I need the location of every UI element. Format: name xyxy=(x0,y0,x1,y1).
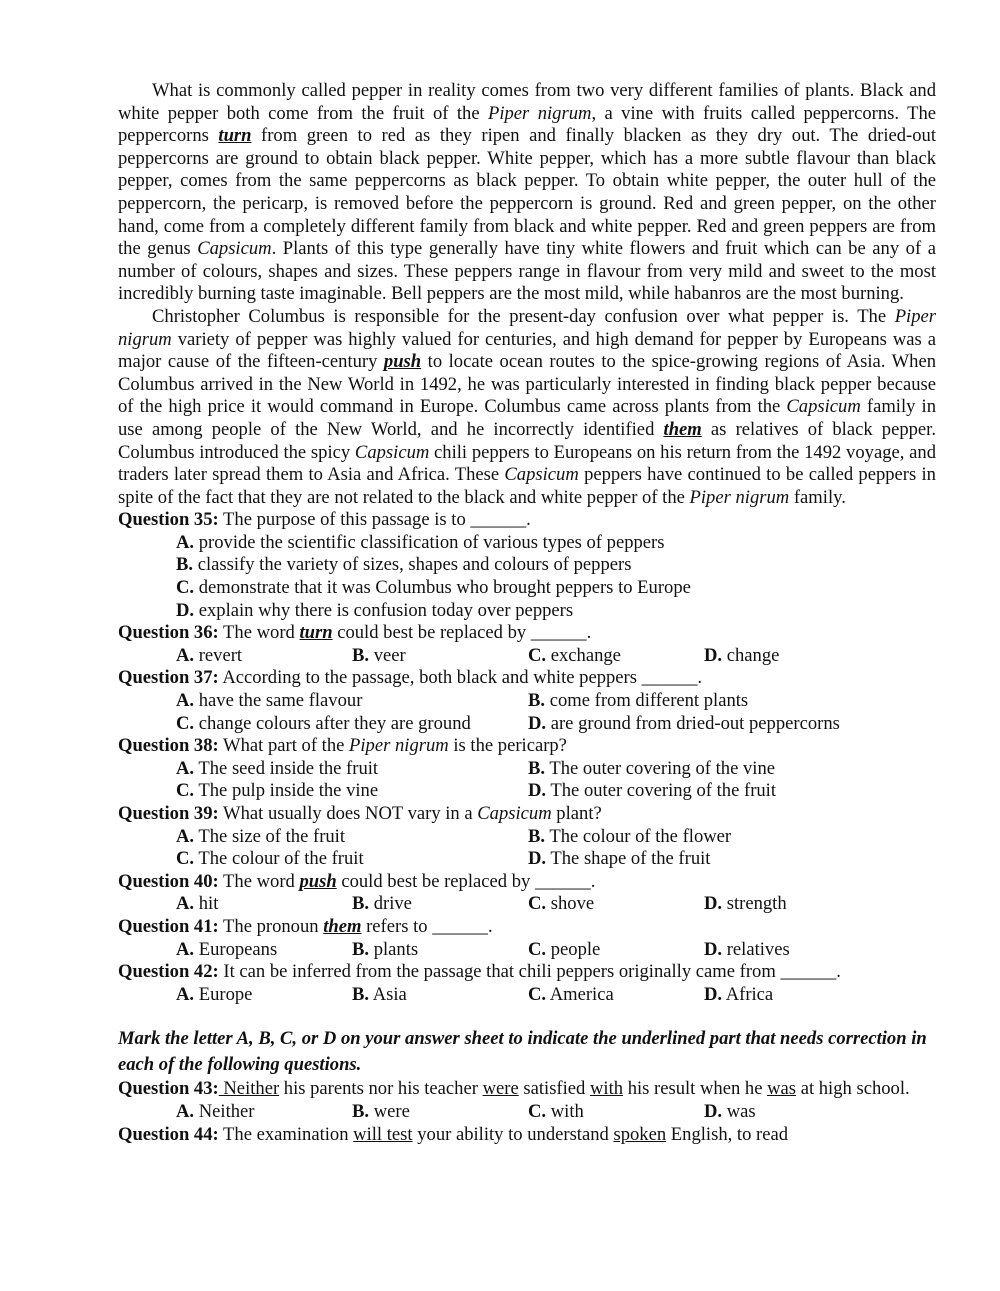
question-label: Question 41: xyxy=(118,915,219,937)
q36-option-a[interactable] xyxy=(176,645,352,668)
option-text: Europe xyxy=(198,983,253,1005)
option-text: Europeans xyxy=(198,938,278,960)
text: to locate ocean routes to the spice-growing regions of Asia. When Columbus arrived in the New World in 1492, he was particularly interested in finding black pepper because of the high price it would command in Europe. Columbus came across plants from the xyxy=(118,351,936,418)
italic-term: Piper nigrum xyxy=(487,102,592,124)
keyword-push: push xyxy=(299,870,337,892)
question-text: The purpose of this passage is to ______. xyxy=(218,509,531,531)
option-text: Neither xyxy=(198,1100,255,1122)
q42-option-d[interactable] xyxy=(704,984,880,1007)
option-text: are ground from dried-out peppercorns xyxy=(550,712,840,734)
q40-option-d[interactable] xyxy=(704,893,880,916)
underlined-part-a: will test xyxy=(353,1123,413,1145)
q40-option-c[interactable] xyxy=(528,893,704,916)
option-text: relatives xyxy=(726,938,790,960)
option-letter: B. xyxy=(352,644,370,666)
option-letter: B. xyxy=(352,983,370,1005)
question-label: Question 43: xyxy=(118,1078,219,1100)
question-35 xyxy=(118,509,936,532)
option-text: Asia xyxy=(372,983,407,1005)
q40-option-b[interactable] xyxy=(352,893,528,916)
italic-term: Capsicum xyxy=(197,238,272,260)
italic-term: Capsicum xyxy=(504,464,579,486)
question-label: Question 35: xyxy=(118,509,219,531)
q42-option-a[interactable] xyxy=(176,984,352,1007)
q41-option-c[interactable] xyxy=(528,939,704,962)
question-43 xyxy=(118,1078,936,1101)
text: Christopher Columbus is responsible for the present-day confusion over what pepper is. The xyxy=(152,305,895,327)
option-text: The pulp inside the vine xyxy=(198,780,379,802)
passage-paragraph-1 xyxy=(118,80,936,306)
underlined-part-d: was xyxy=(767,1078,797,1100)
option-text: was xyxy=(726,1100,756,1122)
question-36 xyxy=(118,622,936,645)
option-letter: D. xyxy=(704,644,723,666)
option-letter: A. xyxy=(176,644,195,666)
option-text: The colour of the flower xyxy=(549,825,732,847)
keyword-turn: turn xyxy=(299,622,333,644)
question-text: The word xyxy=(218,622,300,644)
option-letter: C. xyxy=(176,577,195,599)
italic-term: Capsicum xyxy=(354,441,430,463)
option-letter: A. xyxy=(176,983,195,1005)
q41-option-d[interactable] xyxy=(704,939,880,962)
option-text: strength xyxy=(726,893,787,915)
passage-paragraph-2 xyxy=(118,306,936,509)
italic-term: Piper nigrum xyxy=(118,305,936,350)
question-42 xyxy=(118,961,936,984)
text: from green to red as they ripen and finally blacken as they dry out. The dried-out peppercorns are ground to obtain black pepper. White pepper, which has a more subtle flavour than black pepper, comes from the same peppercorns as black pepper. To obtain white pepper, the outer hull of the peppercorn, the pericarp, is removed before the peppercorn is ground. Red and green pepper, on the other hand, come from a completely different family from black and white pepper. Red and green peppers are from the genus xyxy=(118,125,937,260)
q41-option-a[interactable] xyxy=(176,939,352,962)
option-text: exchange xyxy=(550,644,621,666)
option-text: provide the scientific classification of various types of peppers xyxy=(198,531,665,553)
option-text: come from different plants xyxy=(549,690,749,712)
option-letter: A. xyxy=(176,938,195,960)
question-text: his result when he xyxy=(623,1078,768,1100)
q36-option-c[interactable] xyxy=(528,645,704,668)
question-label: Question 40: xyxy=(118,870,219,892)
option-letter: A. xyxy=(176,690,195,712)
italic-term: Piper nigrum xyxy=(689,486,790,508)
option-letter: A. xyxy=(176,757,195,779)
italic-term: Capsicum xyxy=(786,396,861,418)
option-text: The size of the fruit xyxy=(198,825,346,847)
option-text: demonstrate that it was Columbus who brought peppers to Europe xyxy=(198,577,691,599)
option-letter: D. xyxy=(528,712,547,734)
q39-option-c[interactable] xyxy=(176,848,528,871)
q37-option-c[interactable] xyxy=(176,713,528,736)
q37-option-b[interactable] xyxy=(528,690,880,713)
question-label: Question 38: xyxy=(118,735,219,757)
question-label: Question 37: xyxy=(118,667,219,689)
option-letter: B. xyxy=(352,1100,370,1122)
option-letter: A. xyxy=(176,825,195,847)
option-letter: C. xyxy=(176,712,195,734)
question-label: Question 36: xyxy=(118,622,219,644)
text: chili peppers to Europeans on his return from the 1492 voyage, and traders later spread them to Asia and Africa. These xyxy=(118,441,936,486)
question-text: The pronoun xyxy=(218,915,324,937)
q42-option-b[interactable] xyxy=(352,984,528,1007)
q42-options xyxy=(118,984,936,1007)
underlined-part-c: with xyxy=(589,1078,624,1100)
option-letter: D. xyxy=(528,780,547,802)
question-label: Question 44: xyxy=(118,1123,219,1145)
text: peppers have continued to be called peppers in spite of the fact that they are not related to the black and white pepper of the xyxy=(118,464,936,508)
q42-option-c[interactable] xyxy=(528,984,704,1007)
question-44 xyxy=(118,1124,936,1147)
question-text: What part of the xyxy=(218,735,350,757)
option-letter: B. xyxy=(176,554,194,576)
option-letter: A. xyxy=(176,531,195,553)
option-text: drive xyxy=(373,893,412,915)
option-letter: C. xyxy=(528,644,547,666)
question-39 xyxy=(118,803,936,826)
question-text: plant? xyxy=(551,803,602,824)
question-37 xyxy=(118,667,936,690)
q40-options xyxy=(118,893,936,916)
option-text: change colours after they are ground xyxy=(198,712,471,734)
option-letter: B. xyxy=(352,938,370,960)
question-text: his parents nor his teacher xyxy=(279,1078,483,1100)
question-38 xyxy=(118,735,936,758)
text: What is commonly called pepper in reality comes from two very different families of plants. Black and white pepper both come from the fruit of the xyxy=(118,80,936,124)
option-text: The colour of the fruit xyxy=(198,848,364,870)
q38-option-b[interactable] xyxy=(528,758,880,781)
question-40 xyxy=(118,871,936,894)
q39-options-row-1 xyxy=(118,826,936,849)
keyword-push: push xyxy=(383,351,422,373)
q39-options-row-2 xyxy=(118,848,936,871)
question-text: your ability to understand xyxy=(412,1123,614,1145)
q43-options xyxy=(118,1101,936,1124)
question-label: Question 39: xyxy=(118,803,219,824)
q38-option-d[interactable] xyxy=(528,780,880,803)
option-text: explain why there is confusion today over peppers xyxy=(198,599,574,621)
keyword-them: them xyxy=(663,418,702,440)
text: . Plants of this type generally have tiny white flowers and fruit which can be any of a number of colours, shapes and sizes. These peppers range in flavour from very mild and sweet to the most incredibly burning taste imaginable. Bell peppers are the most mild, while habanros are the most burning. xyxy=(118,238,936,305)
question-text: refers to ______. xyxy=(361,915,493,937)
option-letter: C. xyxy=(528,983,547,1005)
question-text: could best be replaced by ______. xyxy=(336,870,596,892)
option-letter: B. xyxy=(352,893,370,915)
q37-option-d[interactable] xyxy=(528,713,880,736)
q36-option-b[interactable] xyxy=(352,645,528,668)
text: family. xyxy=(789,486,846,508)
question-text: It can be inferred from the passage that chili peppers originally came from ______. xyxy=(218,961,841,983)
option-text: shove xyxy=(550,893,595,915)
option-text: The shape of the fruit xyxy=(550,848,711,870)
text: , a vine with fruits called peppercorns. The peppercorns xyxy=(118,102,936,147)
option-text: with xyxy=(550,1100,584,1122)
question-text: The examination xyxy=(218,1123,354,1145)
q41-options xyxy=(118,939,936,962)
q36-options xyxy=(118,645,936,668)
underlined-part-a: Neither xyxy=(218,1078,280,1100)
option-text: plants xyxy=(373,938,419,960)
option-text: The outer covering of the vine xyxy=(549,757,775,779)
question-label: Question 42: xyxy=(118,961,219,983)
option-text: were xyxy=(373,1100,410,1122)
option-letter: C. xyxy=(528,938,547,960)
q43-option-b[interactable] xyxy=(352,1101,528,1124)
text: family in use among people of the New World, and he incorrectly identified xyxy=(118,396,936,440)
option-letter: C. xyxy=(176,780,195,802)
option-letter: C. xyxy=(176,848,195,870)
question-text: According to the passage, both black and white peppers ______. xyxy=(218,667,703,689)
question-text: What usually does NOT vary in a xyxy=(218,803,478,824)
option-text: The seed inside the fruit xyxy=(198,757,379,779)
question-text: The word xyxy=(218,870,300,892)
q41-option-b[interactable] xyxy=(352,939,528,962)
option-letter: C. xyxy=(528,1100,547,1122)
keyword-them: them xyxy=(323,915,362,937)
question-text: English, to read xyxy=(666,1123,789,1145)
question-text: could best be replaced by ______. xyxy=(332,622,592,644)
q37-options-row-1 xyxy=(118,690,936,713)
option-letter: D. xyxy=(176,599,195,621)
q35-option-a[interactable] xyxy=(118,532,936,555)
q37-options-row-2 xyxy=(118,713,936,736)
underlined-part-b: spoken xyxy=(613,1123,667,1145)
q43-option-a[interactable] xyxy=(176,1101,352,1124)
question-text: at high school. xyxy=(796,1078,910,1100)
option-letter: D. xyxy=(704,983,723,1005)
q43-option-c[interactable] xyxy=(528,1101,704,1124)
option-text: The outer covering of the fruit xyxy=(550,780,777,802)
q39-option-b[interactable] xyxy=(528,826,880,849)
q40-option-a[interactable] xyxy=(176,893,352,916)
italic-term: Capsicum xyxy=(477,803,552,824)
text: variety of pepper was highly valued for centuries, and high demand for pepper by Europeans was a major cause of the fifteen-century xyxy=(118,328,936,373)
option-letter: D. xyxy=(704,1100,723,1122)
option-text: have the same flavour xyxy=(198,690,363,712)
question-text: satisfied xyxy=(518,1078,590,1100)
option-text: America xyxy=(549,983,614,1005)
option-text: revert xyxy=(198,644,243,666)
q38-options-row-1 xyxy=(118,758,936,781)
option-letter: D. xyxy=(528,848,547,870)
option-text: classify the variety of sizes, shapes and colours of peppers xyxy=(197,554,632,576)
question-text: is the pericarp? xyxy=(448,735,567,757)
option-letter: D. xyxy=(704,893,723,915)
underlined-part-b: were xyxy=(482,1078,519,1100)
option-letter: B. xyxy=(528,757,546,779)
text: as relatives of black pepper. Columbus introduced the spicy xyxy=(118,418,936,463)
q39-option-a[interactable] xyxy=(176,826,528,849)
option-letter: A. xyxy=(176,1100,195,1122)
keyword-turn: turn xyxy=(218,125,252,147)
q35-option-d[interactable] xyxy=(118,600,936,623)
q38-option-a[interactable] xyxy=(176,758,528,781)
option-letter: A. xyxy=(176,893,195,915)
q38-option-c[interactable] xyxy=(176,780,528,803)
q37-option-a[interactable] xyxy=(176,690,528,713)
option-text: change xyxy=(726,644,780,666)
italic-term: Piper nigrum xyxy=(349,735,449,757)
section-instruction: Mark the letter A, B, C, or D on your answer sheet to indicate the underlined part that needs correction in each of the following questions. xyxy=(118,1028,927,1076)
q39-option-d[interactable] xyxy=(528,848,880,871)
option-letter: B. xyxy=(528,690,546,712)
option-text: veer xyxy=(373,644,406,666)
option-letter: D. xyxy=(704,938,723,960)
question-41 xyxy=(118,916,936,939)
q38-options-row-2 xyxy=(118,780,936,803)
option-text: hit xyxy=(198,893,219,915)
q36-option-d[interactable] xyxy=(704,645,880,668)
option-text: Africa xyxy=(725,983,774,1005)
option-text: people xyxy=(550,938,601,960)
option-letter: B. xyxy=(528,825,546,847)
option-letter: C. xyxy=(528,893,547,915)
q35-option-b[interactable] xyxy=(118,554,936,577)
q43-option-d[interactable] xyxy=(704,1101,880,1124)
q35-option-c[interactable] xyxy=(118,577,936,600)
